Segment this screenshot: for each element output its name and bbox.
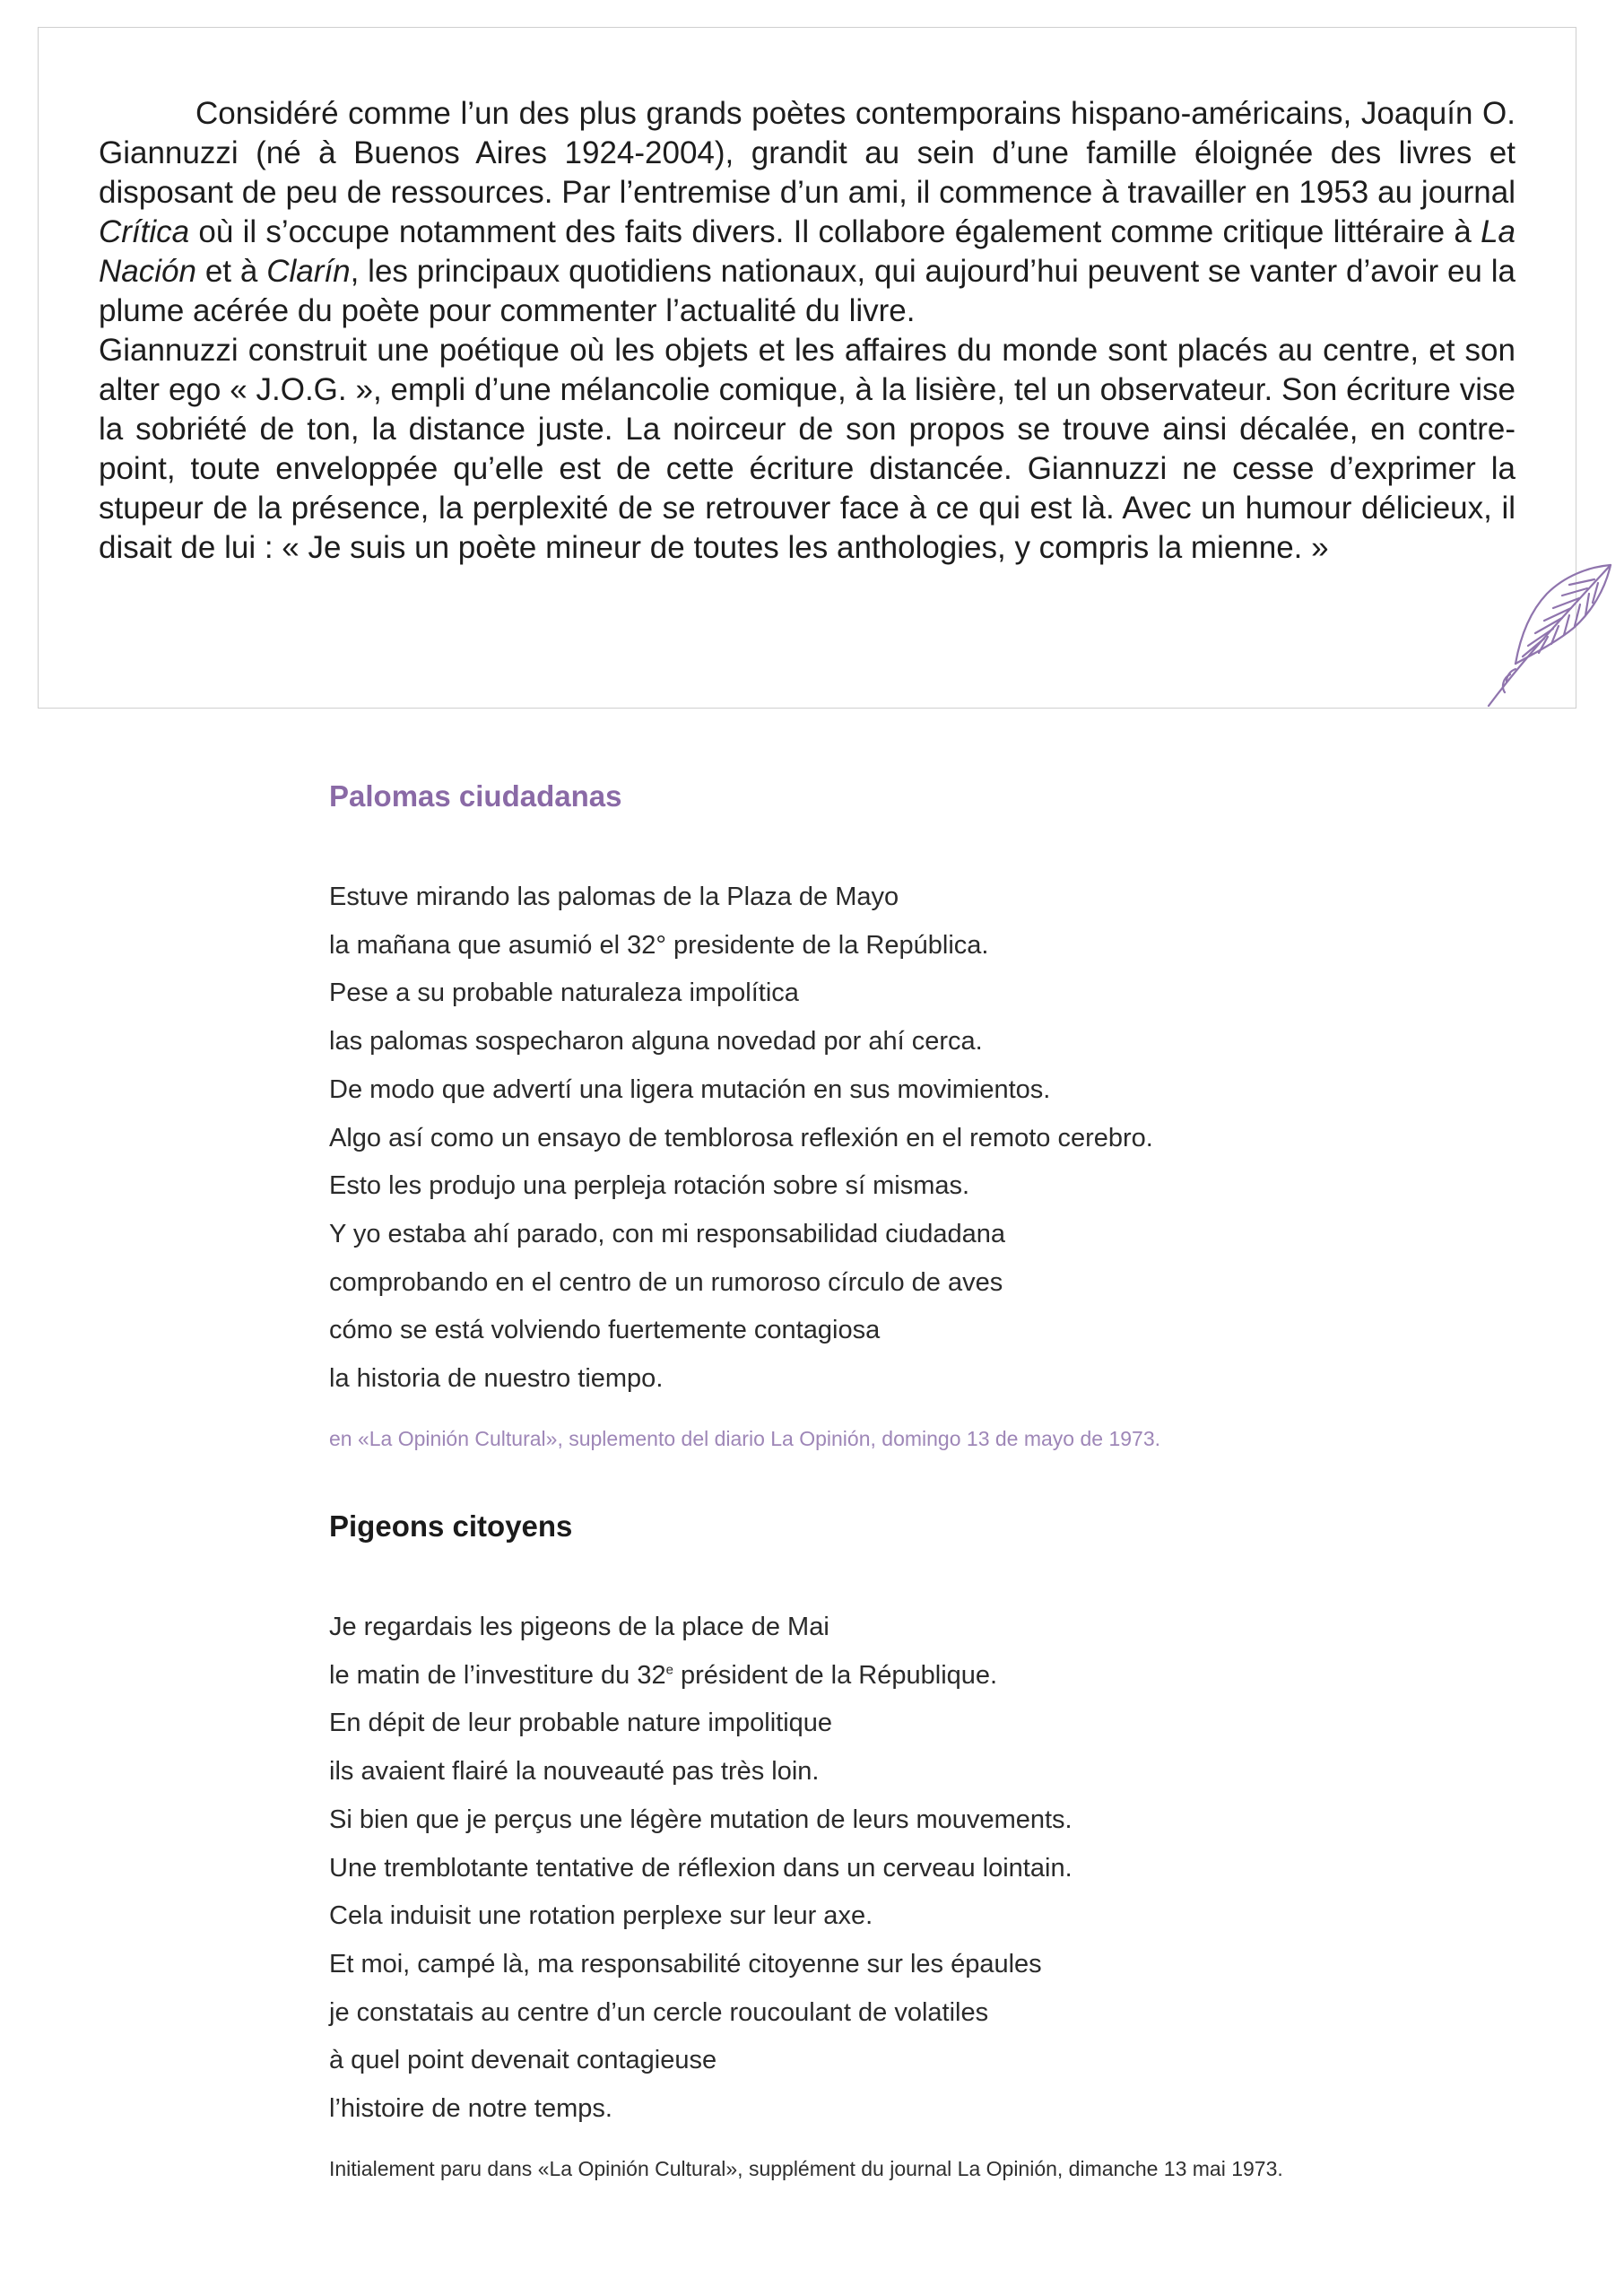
intro-text-span: Considéré comme l’un des plus grands poètes contemporains hispano-américains, Joaquín O. Giannuzzi (né à Buenos Aires 1924-2004), grandit au sein d’une famille éloignée des livres et disposant de peu de ressources. Par l’entremise d’un ami, il commence à travailler en 1953 au journal <box>99 96 1515 210</box>
source-note-french: Initialement paru dans «La Opinión Cultural», supplément du journal La Opinión, dimanche 13 mai 1973. <box>329 2156 1283 2180</box>
poem-title-spanish: Palomas ciudadanas <box>329 779 622 813</box>
verse-line: En dépit de leur probable nature impolitique <box>329 1709 833 1738</box>
verse-line: Je regardais les pigeons de la place de Mai <box>329 1613 829 1641</box>
verse-line: cómo se está volviendo fuertemente contagiosa <box>329 1316 881 1345</box>
source-note-spanish: en «La Opinión Cultural», suplemento del diario La Opinión, domingo 13 de mayo de 1973. <box>329 1426 1161 1450</box>
intro-text-span: et à <box>195 254 267 289</box>
verse-line: Y yo estaba ahí parado, con mi responsabilidad ciudadana <box>329 1219 1005 1248</box>
verse-line: Estuve mirando las palomas de la Plaza de Mayo <box>329 883 899 911</box>
newspaper-name: La Nación <box>99 214 1515 289</box>
verse-line: Pese a su probable naturaleza impolítica <box>329 978 799 1008</box>
newspaper-name: Crítica <box>99 214 190 249</box>
verse-line: Esto les produjo una perpleja rotación sobre sí mismas. <box>329 1171 970 1201</box>
verse-line: l’histoire de notre temps. <box>329 2094 612 2124</box>
verse-line: je constatais au centre d’un cercle roucoulant de volatiles <box>329 1997 989 2027</box>
verse-line: las palomas sospecharon alguna novedad por ahí cerca. <box>329 1027 983 1057</box>
intro-text-span: , les principaux quotidiens nationaux, qui aujourd’hui peuvent se vanter d’avoir eu la plume acérée du poète pour commenter l’actualité du livre. <box>99 254 1516 328</box>
poem-spanish <box>329 778 1495 1452</box>
verse-list-spanish <box>329 874 1495 1404</box>
feather-quill-icon <box>1480 558 1614 712</box>
intro-text-span: où il s’occupe notamment des faits divers. Il collabore également comme critique littéraire à <box>189 214 1481 249</box>
verse-line: la mañana que asumió el 32° presidente de la República. <box>329 930 989 960</box>
verse-line: la historia de nuestro tiempo. <box>329 1364 664 1394</box>
intro-paragraph-1 <box>99 94 1515 331</box>
intro-paragraph-2: Giannuzzi construit une poétique où les objets et les affaires du monde sont placés au centre, et son alter ego « J.O.G. », empli d’une mélancolie comique, à la lisière, tel un observateur. Son écriture vise la sobriété de ton, la distance juste. La noirceur de son propos se trouve ainsi décalée, en contre-point, toute enveloppée qu’elle est de cette écriture distancée. Giannuzzi ne cesse d’exprimer la stupeur de la présence, la perplexité de se retrouver face à ce qui est là. Avec un humour délicieux, il disait de lui : « Je suis un poète mineur de toutes les anthologies, y compris la mienne. » <box>99 333 1515 565</box>
ordinal-superscript: e <box>665 1662 673 1678</box>
verse-line: ils avaient flairé la nouveauté pas très loin. <box>329 1757 820 1787</box>
poem-title-french: Pigeons citoyens <box>329 1509 573 1543</box>
intro-text <box>99 94 1515 568</box>
verse-line: De modo que advertí una ligera mutación en sus movimientos. <box>329 1074 1051 1104</box>
verse-line <box>329 1652 1495 1700</box>
verse-text: président de la République. <box>673 1660 998 1690</box>
verse-text: le matin de l’investiture du 32 <box>329 1660 666 1690</box>
poem-french <box>329 1509 1495 2182</box>
verse-line: comprobando en el centro de un rumoroso círculo de aves <box>329 1267 1003 1297</box>
verse-list-french <box>329 1604 1495 2134</box>
verse-line: Et moi, campé là, ma responsabilité citoyenne sur les épaules <box>329 1949 1042 1979</box>
verse-line: Si bien que je perçus une légère mutation de leurs mouvements. <box>329 1805 1073 1834</box>
verse-line: Cela induisit une rotation perplexe sur leur axe. <box>329 1901 873 1931</box>
verse-line: à quel point devenait contagieuse <box>329 2046 717 2075</box>
newspaper-name: Clarín <box>266 254 351 289</box>
verse-line: Une tremblotante tentative de réflexion dans un cerveau lointain. <box>329 1853 1073 1883</box>
verse-line: Algo así como un ensayo de temblorosa reflexión en el remoto cerebro. <box>329 1123 1153 1152</box>
